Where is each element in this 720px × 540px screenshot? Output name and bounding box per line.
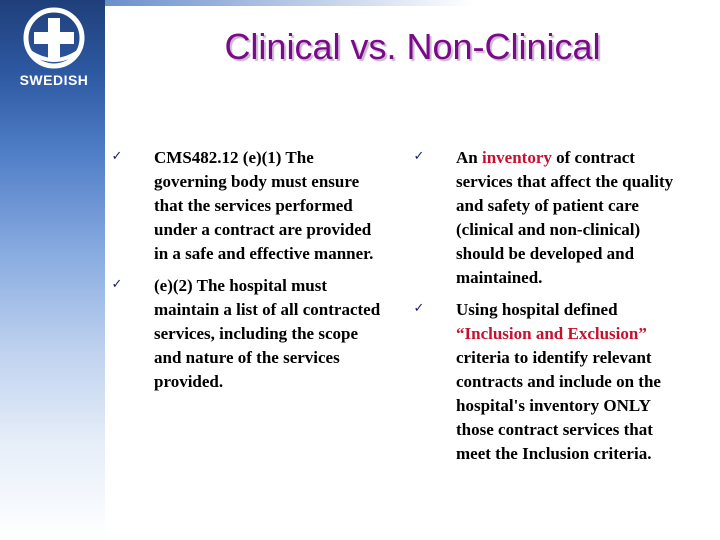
bullet-text-before: Using hospital defined — [456, 300, 618, 319]
left-bullet-1 — [110, 146, 385, 266]
highlight-inclusion-exclusion: “Inclusion and Exclusion” — [456, 324, 647, 343]
bullet-text-after: of contract services that affect the quality and safety of patient care (clinical and non-clinical) should be developed and maintained. — [456, 148, 674, 287]
right-column — [412, 146, 692, 474]
logo-text: SWEDISH — [19, 72, 89, 88]
sidebar-band — [0, 0, 105, 540]
bullet-text: (e)(2) The hospital must maintain a list of all contracted services, including the scope and nature of the services provided. — [154, 276, 381, 391]
top-accent-band — [105, 0, 720, 6]
right-bullet-2 — [412, 298, 692, 466]
swedish-cross-logo-icon — [8, 6, 100, 72]
checkmark-diamond-icon: ✓ — [111, 149, 123, 164]
checkmark-diamond-icon: ✓ — [413, 149, 425, 164]
slide-title: Clinical vs. Non-Clinical — [224, 26, 601, 67]
bullet-text-before: An — [456, 148, 482, 167]
bullet-text-after: criteria to identify relevant contracts and include on the hospital's inventory ONLY those contract services that meet the Inclusion criteria. — [456, 348, 661, 463]
left-bullet-2 — [110, 274, 385, 394]
left-column — [110, 146, 385, 402]
swedish-logo — [8, 6, 100, 94]
highlight-inventory: inventory — [481, 148, 552, 167]
checkmark-diamond-icon: ✓ — [111, 277, 123, 292]
bullet-text: CMS482.12 (e)(1) The governing body must ensure that the services performed under a contract are provided in a safe and effective manner. — [154, 148, 374, 263]
checkmark-diamond-icon: ✓ — [413, 301, 425, 316]
right-bullet-1 — [412, 146, 692, 290]
